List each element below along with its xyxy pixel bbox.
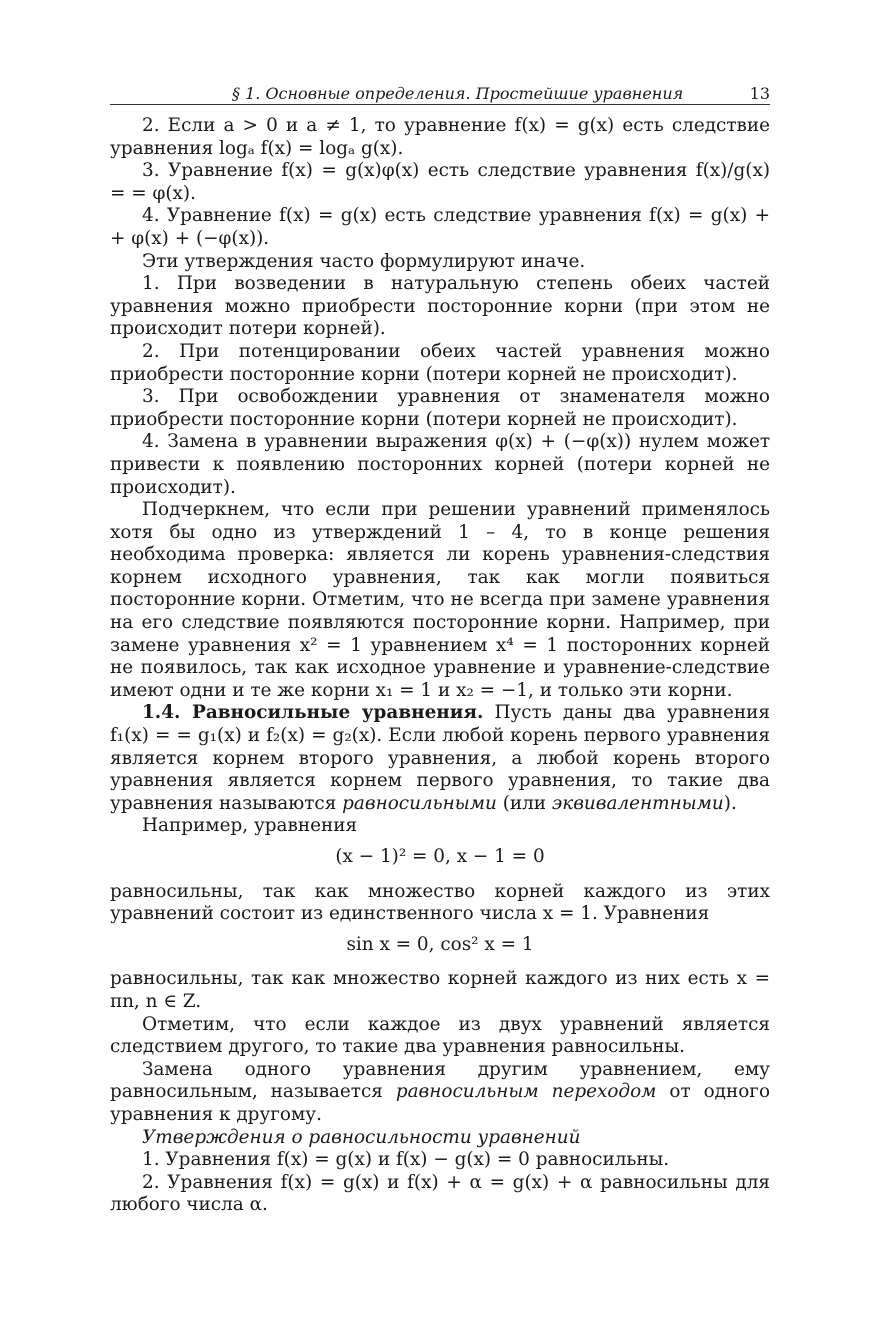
text-run: (или [496,792,552,814]
section-heading: 1.4. Равносильные уравнения. [142,702,484,724]
page-number: 13 [749,84,770,103]
paragraph: 1. При возведении в натуральную степень обеих частей уравнения можно приобрести посторонние корни (при этом не происходит потери корней). [110,273,770,340]
page-body [110,115,770,1217]
paragraph: равносильны, так как множество корней каждого из них есть x = πn, n ∈ Z. [110,968,770,1012]
term-italic: эквивалентными [551,792,724,814]
section-paragraph [110,702,770,815]
display-formula: (x − 1)² = 0, x − 1 = 0 [335,846,545,867]
paragraph: 2. При потенцировании обеих частей уравнения можно приобрести посторонние корни (потери корней не происходит). [110,340,770,385]
display-formula: sin x = 0, cos² x = 1 [346,933,534,955]
text-run: Замена одного уравнения другим уравнением, ему равносильным, называется [110,1058,770,1103]
paragraph: 4. Уравнение f(x) = g(x) есть следствие уравнения f(x) = g(x) + + φ(x) + (−φ(x)). [110,205,770,249]
term-italic: равносильными [342,792,497,814]
paragraph: Например, уравнения [142,815,358,837]
paragraph: 1. Уравнения f(x) = g(x) и f(x) − g(x) = 0 равносильны. [142,1149,670,1171]
header-title: § 1. Основные определения. Простейшие уравнения [232,84,684,103]
term-italic: равносильным переходом [395,1081,657,1103]
paragraph: 3. При освобождении уравнения от знаменателя можно приобрести посторонние корни (потери корней не происходит). [110,386,770,430]
paragraph: 4. Замена в уравнении выражения φ(x) + (−φ(x)) нулем может привести к появлению посторонних корней (потери корней не происходит). [110,431,770,498]
paragraph [110,1059,770,1127]
text-run: Пусть даны два уравнения f₁(x) = = g₁(x) и f₂(x) = g₂(x). Если любой корень первого уравнения является корнем второго уравнения, а любой корень второго уравнения является корнем первого уравнения, то такие два уравнения называются [110,702,770,814]
paragraph: 2. Если a > 0 и a ≠ 1, то уравнение f(x) = g(x) есть следствие уравнения logₐ f(x) = logₐ g(x). [110,115,770,159]
page [110,80,770,1217]
paragraph: равносильны, так как множество корней каждого из этих уравнений состоит из единственного числа x = 1. Уравнения [110,880,770,925]
text-run: ). [723,792,737,814]
paragraph: Подчеркнем, что если при решении уравнений применялось хотя бы одно из утверждений 1 – 4, то в конце решения необходима проверка: является ли корень уравнения-следствия корнем исходного уравнения, так как могли появиться посторонние корни. Отметим, что не всегда при замене уравнения на его следствие появляются посторонние корни. Например, при замене уравнения x² = 1 уравнением x⁴ = 1 посторонних корней не появилось, так как исходное уравнение и уравнение-следствие имеют одни и те же корни x₁ = 1 и x₂ = −1, и только эти корни. [110,499,770,701]
paragraph: Отметим, что если каждое из двух уравнений является следствием другого, то такие два уравнения равносильны. [110,1013,770,1058]
subsection-heading: Утверждения о равносильности уравнений [142,1126,581,1148]
paragraph: Эти утверждения часто формулируют иначе. [142,250,586,272]
running-header [110,80,770,105]
paragraph: 3. Уравнение f(x) = g(x)φ(x) есть следствие уравнения f(x)/g(x) = = φ(x). [110,160,770,204]
text-run: от одного уравнения к другому. [110,1081,771,1125]
paragraph: 2. Уравнения f(x) = g(x) и f(x) + α = g(x) + α равносильны для любого числа α. [110,1171,770,1216]
